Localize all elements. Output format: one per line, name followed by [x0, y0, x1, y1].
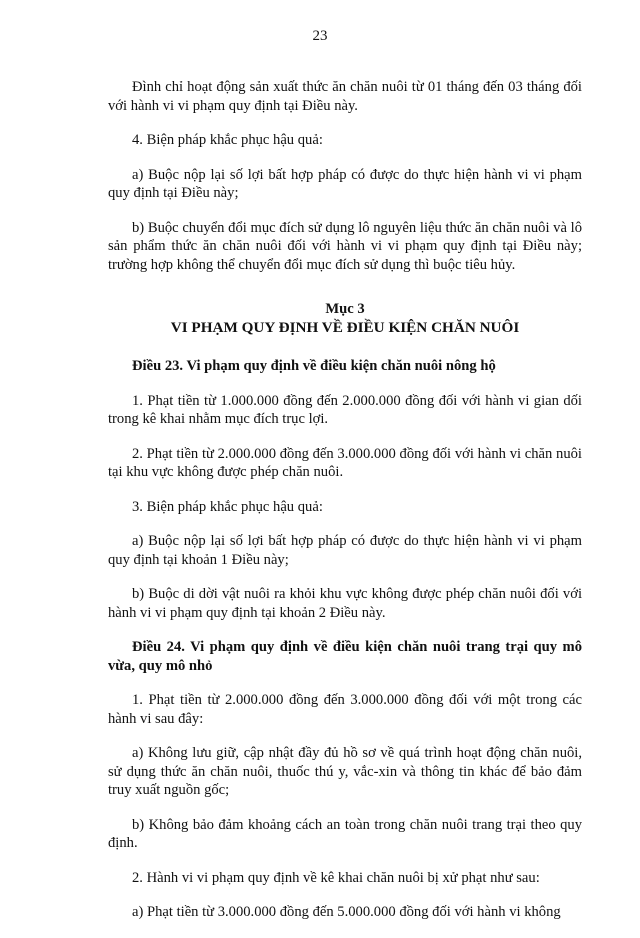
- section-number: Mục 3: [325, 301, 365, 317]
- paragraph: 4. Biện pháp khắc phục hậu quả:: [132, 132, 323, 148]
- section-title: VI PHẠM QUY ĐỊNH VỀ ĐIỀU KIỆN CHĂN NUÔI: [170, 318, 520, 336]
- article-24-heading: Điều 24. Vi phạm quy định về điều kiện chăn nuôi trang trại quy mô vừa, quy mô nhỏ: [108, 639, 582, 674]
- paragraph: b) Buộc di dời vật nuôi ra khỏi khu vực không được phép chăn nuôi đối với hành vi vi phạm quy định tại khoản 2 Điều này.: [108, 586, 582, 621]
- paragraph: 1. Phạt tiền từ 1.000.000 đồng đến 2.000.000 đồng đối với hành vi gian dối trong kê khai nhằm mục đích trục lợi.: [108, 392, 582, 427]
- article-23-heading: Điều 23. Vi phạm quy định về điều kiện chăn nuôi nông hộ: [132, 358, 496, 374]
- paragraph: b) Không bảo đảm khoảng cách an toàn trong chăn nuôi trang trại theo quy định.: [108, 816, 582, 851]
- paragraph: 2. Hành vi vi phạm quy định về kê khai chăn nuôi bị xử phạt như sau:: [132, 869, 540, 886]
- paragraph: 1. Phạt tiền từ 2.000.000 đồng đến 3.000.000 đồng đối với một trong các hành vi sau đây:: [108, 692, 582, 727]
- page-number: 23: [312, 28, 328, 44]
- paragraph: a) Buộc nộp lại số lợi bất hợp pháp có được do thực hiện hành vi vi phạm quy định tại Điều này;: [108, 166, 582, 201]
- paragraph: 3. Biện pháp khắc phục hậu quả:: [132, 498, 323, 515]
- paragraph: Đình chỉ hoạt động sản xuất thức ăn chăn nuôi từ 01 tháng đến 03 tháng đối với hành vi vi phạm quy định tại Điều này.: [108, 79, 582, 114]
- paragraph: a) Không lưu giữ, cập nhật đầy đủ hồ sơ về quá trình hoạt động chăn nuôi, sử dụng thức ăn chăn nuôi, thuốc thú y, vắc-xin và thông tin khác để bảo đảm truy xuất nguồn gốc;: [108, 745, 582, 798]
- paragraph: a) Buộc nộp lại số lợi bất hợp pháp có được do thực hiện hành vi vi phạm quy định tại khoản 1 Điều này;: [108, 533, 582, 568]
- paragraph: 2. Phạt tiền từ 2.000.000 đồng đến 3.000.000 đồng đối với hành vi chăn nuôi tại khu vực không được phép chăn nuôi.: [108, 445, 582, 480]
- paragraph: b) Buộc chuyển đổi mục đích sử dụng lô nguyên liệu thức ăn chăn nuôi và lô sản phẩm thức ăn chăn nuôi đối với hành vi vi phạm quy định tại Điều này; trường hợp không thể chuyển đổi mục đích sử dụng thì buộc tiêu hủy.: [108, 219, 582, 273]
- document-body: [108, 78, 582, 938]
- paragraph: a) Phạt tiền từ 3.000.000 đồng đến 5.000.000 đồng đối với hành vi không: [132, 904, 561, 920]
